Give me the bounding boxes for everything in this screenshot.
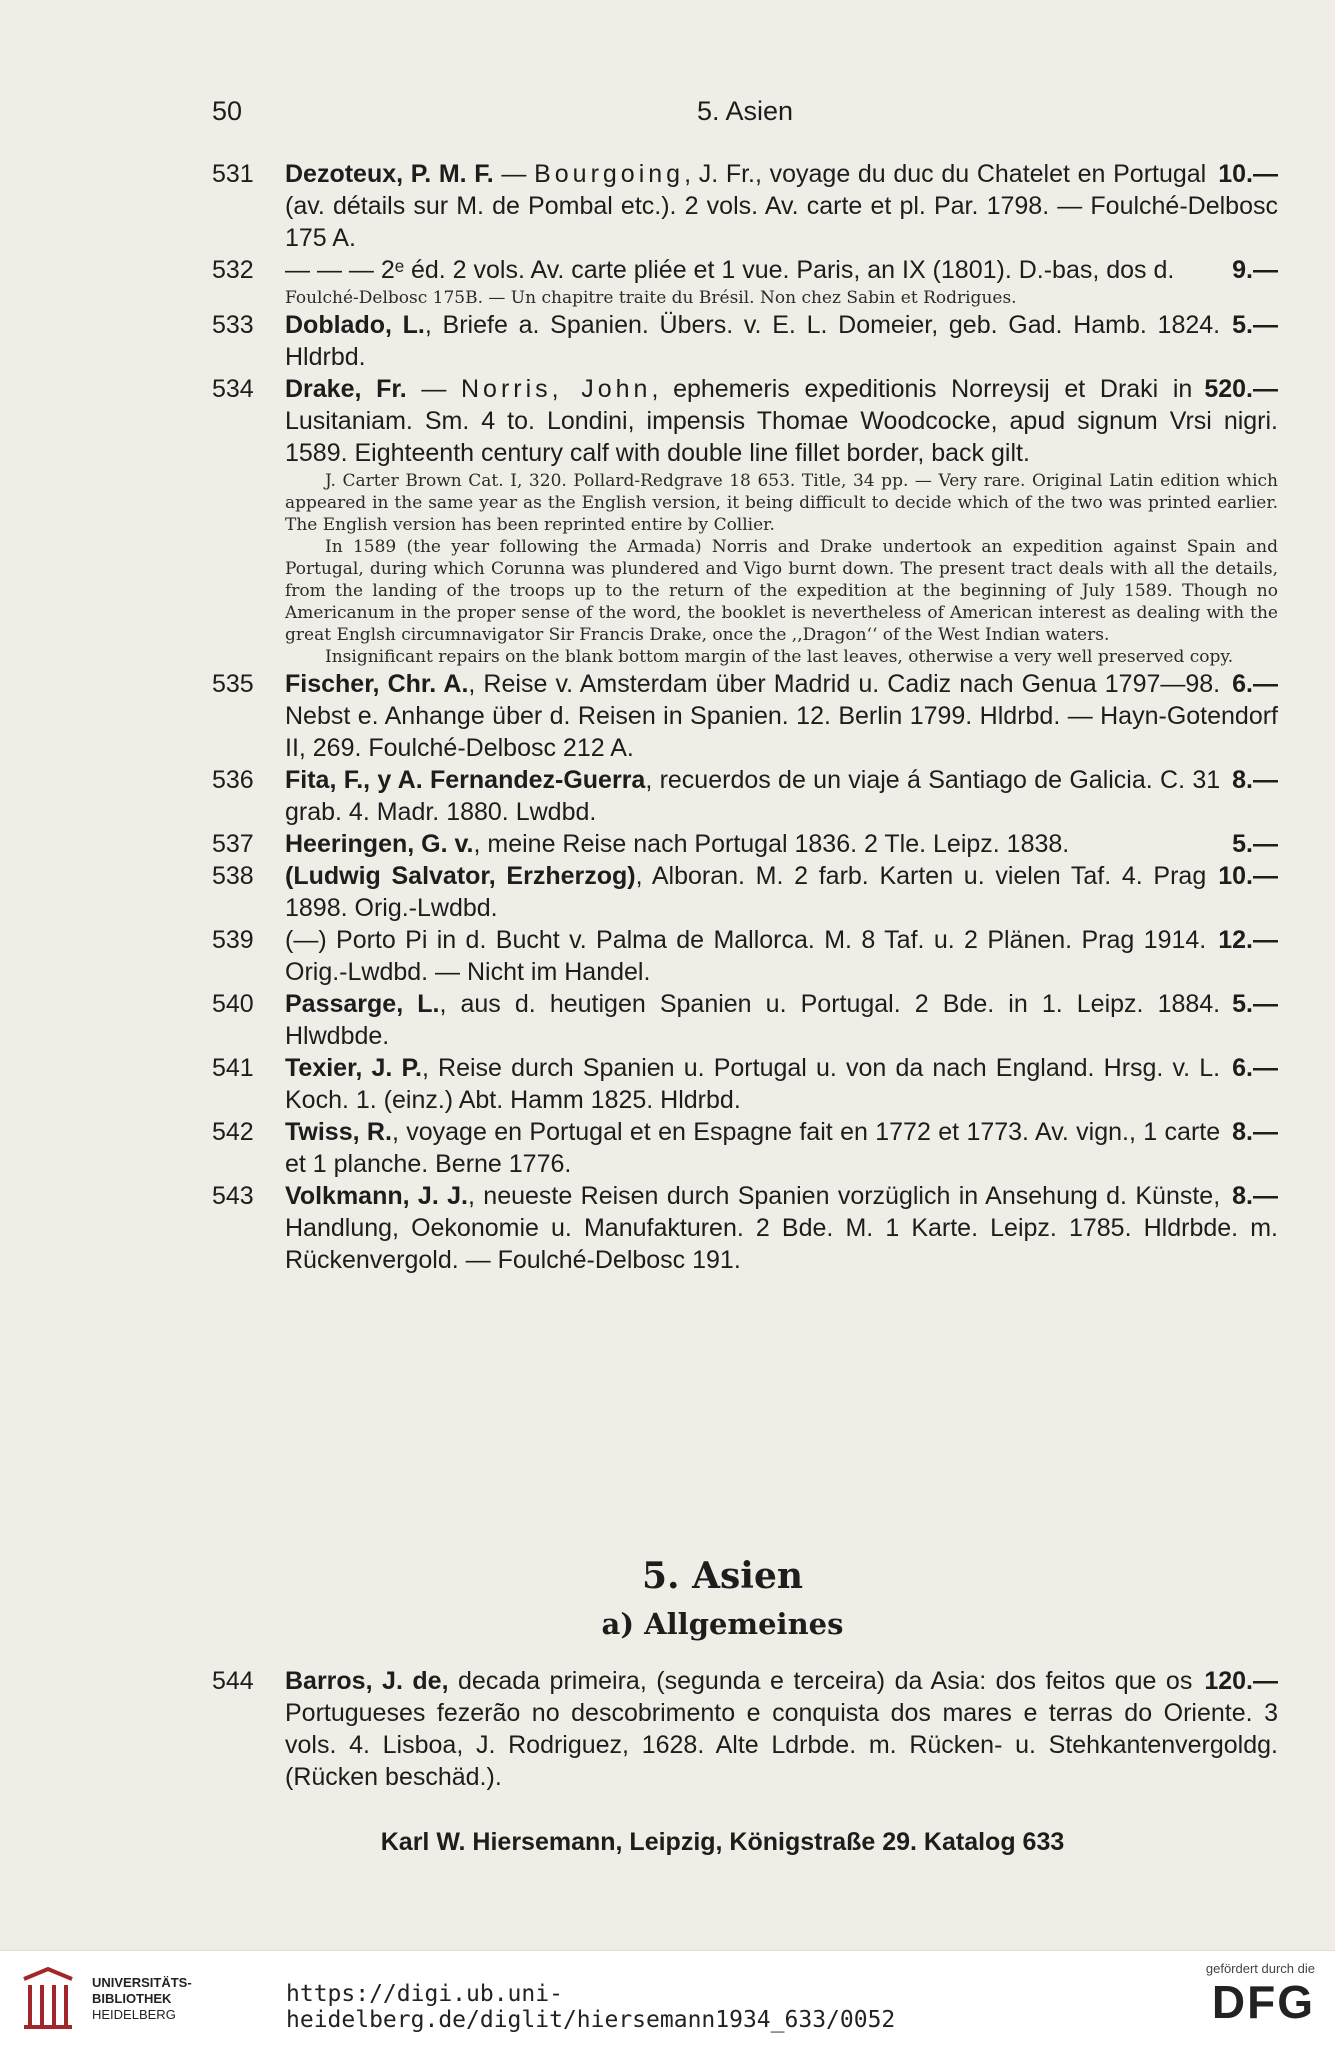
entry-number: 538	[212, 862, 254, 890]
entry-description	[285, 860, 1278, 924]
entry-author: Fita, F., y A. Fernandez-Guerra	[285, 766, 646, 794]
entry-text: —	[406, 375, 461, 403]
entry-description	[285, 668, 1278, 764]
catalog-entry	[212, 158, 1278, 254]
catalog-entry	[212, 924, 1278, 988]
entry-text-cont: , J. Fr., voyage du duc du Chatelet en Portugal (av. détails sur M. de Pombal etc.). 2 vols. Av. carte et pl. Par. 1798. — Foulché-Delbosc 175 A.	[285, 160, 1278, 252]
entry-number: 539	[212, 926, 254, 954]
entry-price: 520.—	[1204, 375, 1278, 403]
entry-price: 10.—	[1218, 160, 1278, 188]
entry-author: Texier, J. P.	[285, 1054, 422, 1082]
entry-body	[285, 828, 1278, 860]
catalog-entry	[212, 1665, 1278, 1793]
catalog-entry	[212, 1052, 1278, 1116]
entry-body	[285, 668, 1278, 764]
catalog-entry	[212, 828, 1278, 860]
entry-author: Drake, Fr.	[285, 375, 407, 403]
entry-price: 10.—	[1218, 862, 1278, 890]
entry-number: 531	[212, 160, 254, 188]
catalog-entry	[212, 254, 1278, 309]
entry-price: 120.—	[1204, 1667, 1278, 1695]
entry-body	[285, 1180, 1278, 1276]
entry-body	[285, 309, 1278, 373]
entry-body	[285, 1665, 1278, 1793]
entry-author: (Ludwig Salvator, Erzherzog)	[285, 862, 636, 890]
entry-text: , recuerdos de un viaje á Santiago de Galicia. C. 31 grab. 4. Madr. 1880. Lwdbd.	[285, 766, 1221, 826]
entry-text: , Reise v. Amsterdam über Madrid u. Cadiz nach Genua 1797—98. Nebst e. Anhange über d. Reisen in Spanien. 12. Berlin 1799. Hldrbd. — Hayn-Gotendorf II, 269. Foulché-Delbosc 212 A.	[285, 670, 1278, 762]
publisher-imprint: Karl W. Hiersemann, Leipzig, Königstraße 29. Katalog 633	[380, 1828, 1065, 1856]
entry-price: 5.—	[1232, 990, 1278, 1018]
catalog-entry	[212, 373, 1278, 668]
entry-coauthor: Bourgoing	[534, 160, 685, 188]
entry-body	[285, 860, 1278, 924]
section-title: 5. Asien	[641, 1555, 804, 1597]
entry-text: — — — 2ᵉ éd. 2 vols. Av. carte pliée et 1 vue. Paris, an IX (1801). D.-bas, dos d.	[285, 256, 1175, 284]
entry-coauthor: Norris, John	[460, 375, 652, 403]
entry-number: 540	[212, 990, 254, 1018]
entry-author: Heeringen, G. v.	[285, 830, 474, 858]
entry-author: Twiss, R.	[285, 1118, 392, 1146]
entry-author: Fischer, Chr. A.	[285, 670, 469, 698]
entry-description	[285, 988, 1278, 1052]
entry-author: Passarge, L.	[285, 990, 440, 1018]
entry-note: Foulché-Delbosc 175B. — Un chapitre traite du Brésil. Non chez Sabin et Rodrigues.	[285, 288, 1017, 308]
entry-body	[285, 1116, 1278, 1180]
entry-text: decada primeira, (segunda e terceira) da Asia: dos feitos que os Portugueses fezerão no descobrimento e conquista dos mares e terras do Oriente. 3 vols. 4. Lisboa, J. Rodriguez, 1628. Alte Ldrbde. m. Rücken- u. Stehkantenvergoldg. (Rücken beschäd.).	[285, 1667, 1278, 1791]
running-head	[212, 96, 1278, 136]
page-number: 50	[212, 96, 243, 126]
entry-description	[285, 828, 1278, 860]
entry-body	[285, 924, 1278, 988]
entry-description	[285, 373, 1278, 469]
catalog-entries	[212, 158, 1278, 1276]
entry-price: 5.—	[1232, 830, 1278, 858]
section-heading	[0, 1553, 1335, 1641]
entry-price: 8.—	[1232, 1182, 1278, 1210]
catalog-entries-asia	[212, 1665, 1278, 1793]
catalog-entry	[212, 860, 1278, 924]
entry-price: 8.—	[1232, 766, 1278, 794]
catalog-entry	[212, 668, 1278, 764]
entry-text: , Alboran. M. 2 farb. Karten u. vielen Taf. 4. Prag 1898. Orig.-Lwdbd.	[285, 862, 1207, 922]
catalog-entry	[212, 764, 1278, 828]
entry-author: Doblado, L.	[285, 311, 425, 339]
entry-description	[285, 309, 1278, 373]
entry-body	[285, 254, 1278, 309]
entry-number: 533	[212, 311, 254, 339]
entry-price: 8.—	[1232, 1118, 1278, 1146]
entry-number: 534	[212, 375, 254, 403]
entry-text: , Briefe a. Spanien. Übers. v. E. L. Domeier, geb. Gad. Hamb. 1824. Hldrbd.	[285, 311, 1221, 371]
catalog-entry	[212, 1116, 1278, 1180]
entry-text: , voyage en Portugal et en Espagne fait en 1772 et 1773. Av. vign., 1 carte et 1 planche. Berne 1776.	[285, 1118, 1221, 1178]
permalink-url[interactable]: https://digi.ub.uni-heidelberg.de/diglit/hiersemann1934_633/0052	[286, 1981, 896, 2033]
entry-number: 541	[212, 1054, 254, 1082]
entry-price: 9.—	[1232, 256, 1278, 284]
entry-body	[285, 373, 1278, 668]
entry-note-paragraph: Insignificant repairs on the blank bottom margin of the last leaves, otherwise a very well preserved copy.	[325, 647, 1234, 667]
entry-text: (—) Porto Pi in d. Bucht v. Palma de Mallorca. M. 8 Taf. u. 2 Plänen. Prag 1914. Orig.-Lwdbd. — Nicht im Handel.	[285, 926, 1207, 986]
running-head-section: 5. Asien	[696, 96, 794, 126]
entry-description	[285, 1665, 1278, 1793]
catalog-entry	[212, 309, 1278, 373]
catalog-entry	[212, 988, 1278, 1052]
entry-number: 532	[212, 256, 254, 284]
entry-author: Barros, J. de,	[285, 1667, 449, 1695]
entry-description	[285, 924, 1278, 988]
entry-price: 12.—	[1218, 926, 1278, 954]
entry-text: , Reise durch Spanien u. Portugal u. von da nach England. Hrsg. v. L. Koch. 1. (einz.) Abt. Hamm 1825. Hldrbd.	[285, 1054, 1221, 1114]
entry-price: 6.—	[1232, 1054, 1278, 1082]
entry-body	[285, 1052, 1278, 1116]
entry-description	[285, 1116, 1278, 1180]
entry-description	[285, 1180, 1278, 1276]
entry-description	[285, 764, 1278, 828]
entry-number: 537	[212, 830, 254, 858]
entry-text: , aus d. heutigen Spanien u. Portugal. 2 Bde. in 1. Leipz. 1884. Hlwdbde.	[285, 990, 1221, 1050]
entry-text: —	[493, 160, 535, 188]
entry-body	[285, 764, 1278, 828]
entry-price: 5.—	[1232, 311, 1278, 339]
entry-number: 542	[212, 1118, 254, 1146]
entry-description	[285, 1052, 1278, 1116]
dfg-logo[interactable]: gefördert durch die DFG	[1205, 1961, 1315, 2028]
entry-number: 543	[212, 1182, 254, 1210]
entry-body	[285, 158, 1278, 254]
entry-text: , meine Reise nach Portugal 1836. 2 Tle. Leipz. 1838.	[473, 830, 1070, 858]
entry-note-paragraph: In 1589 (the year following the Armada) Norris and Drake undertook an expedition against Spain and Portugal, during which Corunna was plundered and Vigo burnt down. The present tract deals with all the details, from the landing of the troops up to the return of the expedition at the beginning of July 1589. Though no Americanum in the proper sense of the word, the booklet is nevertheless of American interest as dealing with the great Englsh circumnavigator Sir Francis Drake, once the ,,Dragon‘‘ of the West Indian waters.	[285, 537, 1278, 645]
entry-description	[285, 254, 1278, 286]
library-logo[interactable]: UNIVERSITÄTS- BIBLIOTHEK HEIDELBERG	[20, 1965, 280, 2031]
entry-text: , neueste Reisen durch Spanien vorzüglich in Ansehung d. Künste, Handlung, Oekonomie u. Manufakturen. 2 Bde. M. 1 Karte. Leipz. 1785. Hldrbde. m. Rückenvergold. — Foulché-Delbosc 191.	[285, 1182, 1278, 1274]
viewer-bar	[0, 1950, 1335, 2047]
entry-text-cont: , ephemeris expeditionis Norreysij et Draki in Lusitaniam. Sm. 4 to. Londini, impensis Thomae Woodcocke, apud signum Vrsi nigri. 1589. Eighteenth century calf with double line fillet border, back gilt.	[285, 375, 1278, 467]
entry-number: 544	[212, 1667, 254, 1695]
entry-author: Dezoteux, P. M. F.	[285, 160, 494, 188]
entry-description	[285, 158, 1278, 254]
library-logo-icon	[20, 1965, 76, 2031]
entry-body	[285, 988, 1278, 1052]
entry-number: 536	[212, 766, 254, 794]
entry-price: 6.—	[1232, 670, 1278, 698]
entry-note-paragraph: J. Carter Brown Cat. I, 320. Pollard-Redgrave 18 653. Title, 34 pp. — Very rare. Original Latin edition which appeared in the same year as the English version, it being difficult to decide which of the two was printed earlier. The English version has been reprinted entire by Collier.	[285, 471, 1278, 535]
entry-author: Volkmann, J. J.	[285, 1182, 468, 1210]
catalog-entry	[212, 1180, 1278, 1276]
entry-number: 535	[212, 670, 254, 698]
section-subtitle: a) Allgemeines	[601, 1607, 844, 1641]
entry-note	[285, 470, 1278, 668]
